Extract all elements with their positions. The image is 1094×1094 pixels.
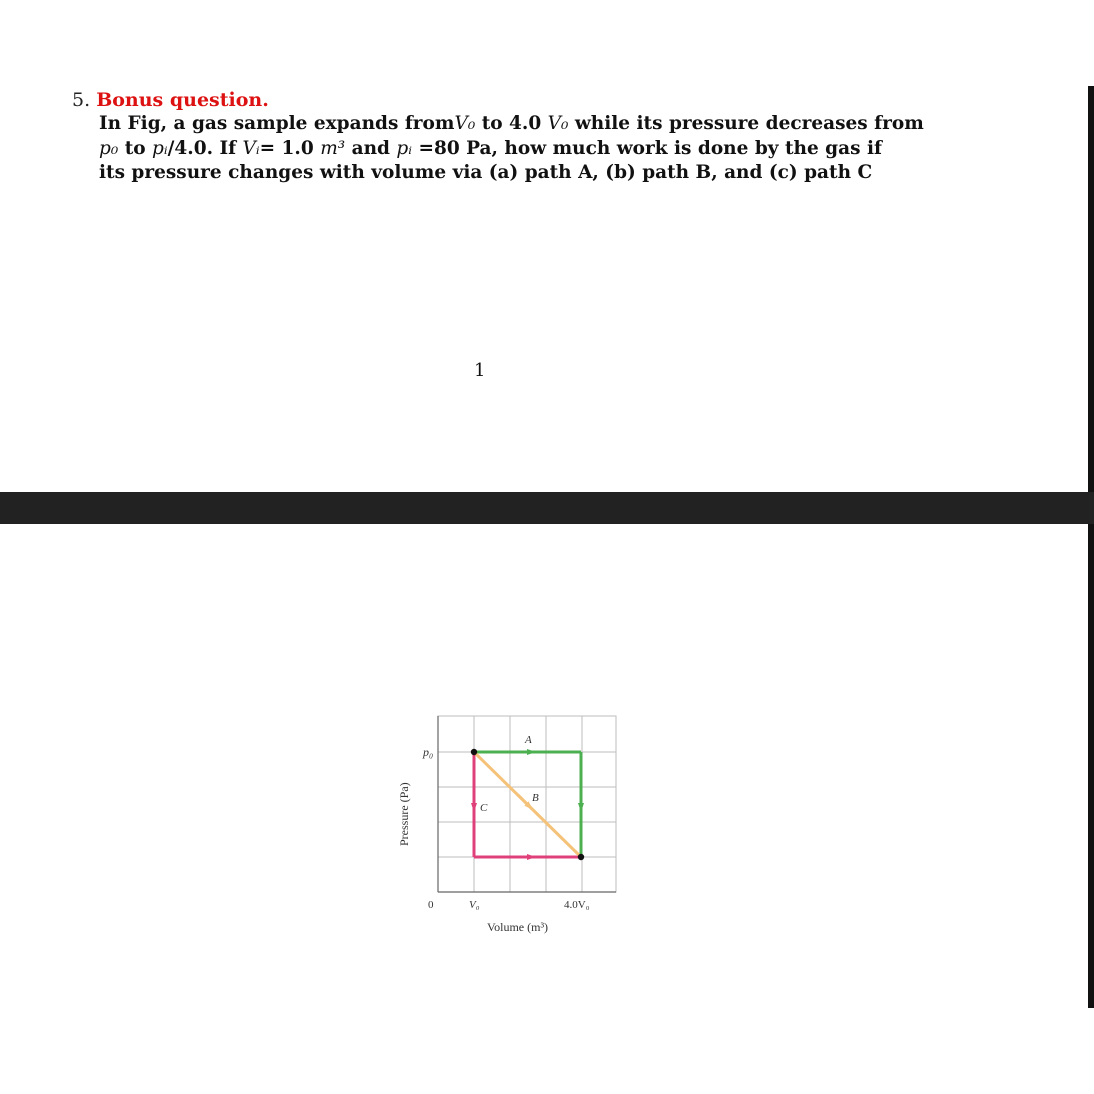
page-edge-bottom [1088,524,1094,1008]
question-header [72,88,932,112]
question-title: Bonus question. [96,89,269,111]
text-fragment: to 4.0 [475,113,548,134]
x-tick-4v0: 4.0V₀ [564,899,590,911]
math-p0: p₀ [99,137,119,159]
text-fragment: while its pressure decreases from [568,113,924,134]
text-fragment: = 1.0 [259,137,321,159]
question-text [99,112,932,186]
x-axis-label: Volume (m³) [487,920,549,934]
path-b-label: B [532,792,539,804]
path-c-label: C [480,802,488,814]
page-number: 1 [474,360,486,381]
pv-diagram-svg [380,700,640,950]
y-tick-p0: p₀ [423,745,434,759]
math-pi: pᵢ [152,137,168,159]
y-axis-label: Pressure (Pa) [397,782,411,846]
math-pi: pᵢ [396,137,412,159]
page-divider [0,492,1094,524]
math-v0: V₀ [547,113,569,134]
path-a-label: A [525,734,532,746]
text-fragment: In Fig, a gas sample expands from [99,113,455,134]
math-vi: Vᵢ [242,137,260,159]
math-m3: m³ [320,137,346,159]
text-fragment: =80 Pa, how much work is done by the gas if [412,137,882,159]
question-line-2 [99,137,932,162]
question-block [72,88,932,186]
end-point [578,854,584,860]
start-point [471,749,477,755]
question-line-1 [99,112,932,137]
page-edge-top [1088,86,1094,492]
math-v0: V₀ [454,113,476,134]
origin-label: 0 [428,899,434,911]
text-fragment: /4.0. If [167,137,243,159]
x-tick-v0: V₀ [469,899,480,911]
path-b-arrow [518,795,530,807]
text-fragment: to [118,137,153,159]
text-fragment: and [345,137,397,159]
question-line-3: its pressure changes with volume via (a) path A, (b) path B, and (c) path C [99,162,873,183]
pv-diagram [380,700,640,950]
question-number: 5. [72,89,91,111]
